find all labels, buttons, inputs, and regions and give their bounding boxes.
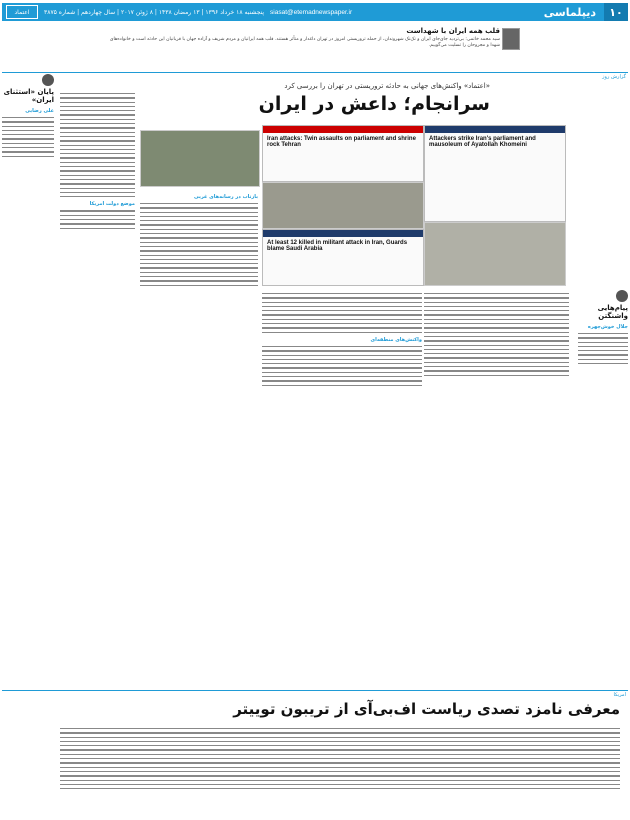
screenshot-caption-3: At least 12 killed in militant attack in Iran, Guards blame Saudi Arabia	[267, 240, 408, 252]
bottom-text	[60, 725, 620, 815]
text-column-1	[60, 90, 135, 690]
author-photo	[502, 28, 520, 50]
right-sidebar-title: پیام‌هایی واشنگتن	[597, 304, 628, 320]
news-screenshot-2	[424, 125, 566, 222]
parliament-photo	[424, 222, 566, 286]
summary-body: سید محمد خاتمی: بی‌تردید جای‌جای ایران و تک‌تک شهروندان، از حمله تروریستی امروز در تهران داغدار و متأثر هستند. قلب همه ایرانیان و مردم شریف و آزاده جهان با قربانیان این حادثه است و خانواده‌های شهدا و مجروحان را تسلیت می‌گوییم.	[109, 37, 500, 48]
text-column-4	[424, 290, 569, 690]
left-sidebar	[2, 74, 54, 157]
divider	[2, 72, 628, 73]
main-headline: سرانجام؛ داعش در ایران	[258, 93, 490, 115]
guards-photo	[140, 130, 260, 187]
site-header	[263, 230, 423, 237]
site-header	[425, 126, 565, 133]
author-avatar	[616, 290, 628, 302]
author-avatar	[42, 74, 54, 86]
email[interactable]: siasat@etemadnewspaper.ir	[270, 8, 353, 16]
header-bar	[2, 3, 628, 21]
date-line: پنجشنبه ۱۸ خرداد ۱۳۹۶ | ۱۳ رمضان ۱۴۳۸ | ۸ ژوئن ۲۰۱۷ | سال چهاردهم | شماره ۳۸۷۵	[44, 8, 265, 16]
screenshot-caption-1: Iran attacks: Twin assaults on parliament and shrine rock Tehran	[267, 136, 416, 148]
section-title: دیپلماسی	[543, 5, 596, 19]
section-label-top: گزارش روز	[602, 74, 626, 80]
right-sidebar	[578, 290, 628, 364]
subheading: واکنش‌های منطقه‌ای	[370, 336, 422, 343]
top-summary	[100, 27, 500, 69]
kicker: «اعتماد» واکنش‌های جهانی به حادثه تروریستی در تهران را بررسی کرد	[284, 82, 490, 90]
left-sidebar-author: علی رضایی	[25, 108, 54, 114]
newspaper-logo: اعتماد	[6, 5, 38, 19]
bottom-headline: معرفی نامزد تصدی ریاست اف‌بی‌آی از تریبون توییتر	[233, 700, 620, 718]
text-column-3	[262, 290, 422, 690]
left-sidebar-title: پایان «استثنای ایران»	[3, 88, 54, 104]
subheading: موضع دولت امریکا	[89, 201, 135, 208]
page-number: ۱۰	[604, 3, 628, 21]
site-header	[263, 126, 423, 133]
section-label-bottom: امریکا	[613, 692, 626, 698]
news-screenshot-3	[262, 229, 424, 286]
news-screenshot-1	[262, 125, 424, 182]
attack-photo-1	[262, 182, 424, 229]
text-column-2	[140, 190, 258, 690]
subheading: بازتاب در رسانه‌های غربی	[193, 194, 258, 200]
divider	[2, 690, 628, 691]
right-sidebar-author: جلال خوش‌چهره	[587, 324, 628, 330]
summary-title: قلب همه ایران با شهداست	[406, 27, 500, 35]
screenshot-caption-2: Attackers strike Iran's parliament and mausoleum of Ayatollah Khomeini	[429, 136, 536, 148]
